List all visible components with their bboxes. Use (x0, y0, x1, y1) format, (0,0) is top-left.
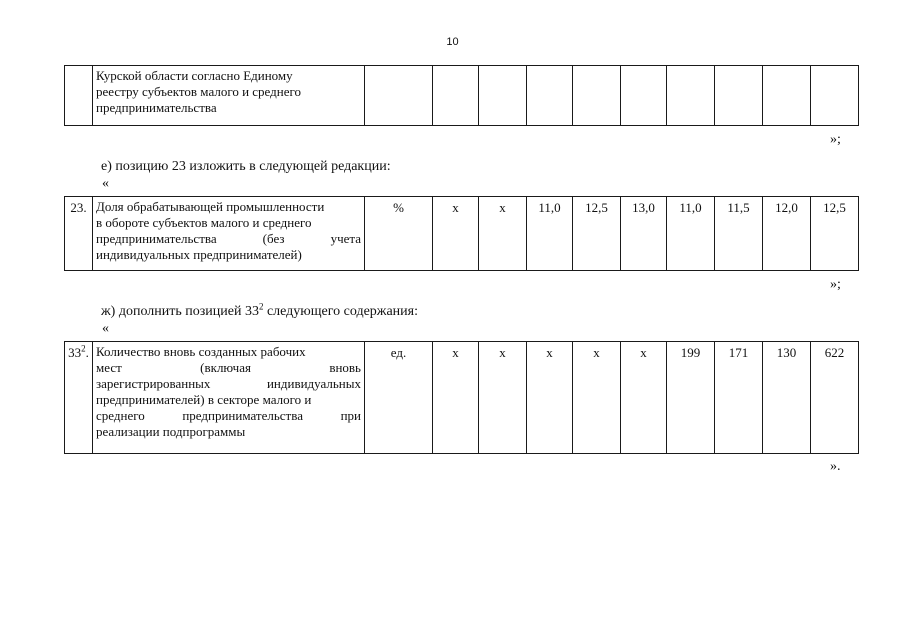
table-position-33-2 (64, 341, 859, 454)
table-row (65, 66, 859, 126)
value-cell (433, 66, 479, 126)
value-cell (573, 66, 621, 126)
indicator-name-line: Курской области согласно Единому (96, 68, 293, 83)
closing-quote: »; (830, 277, 841, 292)
value-cell: 11,0 (667, 197, 715, 271)
value-cell: 171 (715, 342, 763, 454)
value-cell (763, 66, 811, 126)
value-cell (811, 66, 859, 126)
indicator-name-line: в обороте субъектов малого и среднего (96, 215, 312, 230)
value-cell: х (621, 342, 667, 454)
position-number (65, 66, 93, 126)
value-cell: х (433, 197, 479, 271)
indicator-name (93, 342, 365, 454)
paragraph-zh-text-end: следующего содержания: (263, 304, 418, 319)
superscript: 2 (258, 301, 264, 312)
unit-cell: ед. (365, 342, 433, 454)
value-cell: х (433, 342, 479, 454)
closing-quote: ». (830, 459, 841, 474)
table-position-23 (64, 196, 859, 271)
table-continuation-row (64, 65, 859, 126)
value-cell: 13,0 (621, 197, 667, 271)
value-cell: 11,5 (715, 197, 763, 271)
indicator-name-line: реализации подпрограммы (96, 424, 246, 439)
value-cell: 130 (763, 342, 811, 454)
indicator-name-line: предпринимательства (без учета (96, 231, 361, 246)
unit-cell (365, 66, 433, 126)
position-number: 23. (65, 197, 93, 271)
table-row (65, 197, 859, 271)
value-cell (667, 66, 715, 126)
indicator-name-line: реестру субъектов малого и среднего (96, 84, 301, 99)
page-number: 10 (446, 36, 459, 48)
value-cell: х (573, 342, 621, 454)
value-cell: х (527, 342, 573, 454)
table-row (65, 342, 859, 454)
indicator-name (93, 66, 365, 126)
paragraph-zh (101, 301, 418, 320)
value-cell (527, 66, 573, 126)
indicator-name-line: индивидуальных предпринимателей) (96, 247, 302, 262)
indicator-name-line: зарегистрированных индивидуальных (96, 376, 361, 391)
paragraph-zh-text: ж) дополнить позицией 33 (101, 304, 259, 319)
indicator-name (93, 197, 365, 271)
value-cell: 12,5 (573, 197, 621, 271)
indicator-name-line: среднего предпринимательства при (96, 408, 361, 423)
value-cell: 622 (811, 342, 859, 454)
indicator-name-line: предпринимательства (96, 100, 217, 115)
position-number-dot: . (85, 345, 89, 360)
unit-cell: % (365, 197, 433, 271)
indicator-name-line: мест (включая вновь (96, 360, 361, 375)
closing-quote: »; (830, 132, 841, 147)
value-cell (621, 66, 667, 126)
value-cell: х (479, 197, 527, 271)
value-cell: 11,0 (527, 197, 573, 271)
indicator-name-line: Количество вновь созданных рабочих (96, 344, 306, 359)
value-cell: 12,0 (763, 197, 811, 271)
value-cell: 199 (667, 342, 715, 454)
indicator-name-line: Доля обрабатывающей промышленности (96, 199, 325, 214)
paragraph-e: е) позицию 23 изложить в следующей редакции: (101, 159, 391, 174)
value-cell: х (479, 342, 527, 454)
opening-quote: « (102, 176, 109, 191)
superscript: 2 (81, 343, 86, 354)
value-cell (715, 66, 763, 126)
position-number (65, 342, 93, 454)
position-number-base: 33 (68, 345, 82, 360)
indicator-name-line: предпринимателей) в секторе малого и (96, 392, 312, 407)
opening-quote: « (102, 321, 109, 336)
value-cell: 12,5 (811, 197, 859, 271)
value-cell (479, 66, 527, 126)
